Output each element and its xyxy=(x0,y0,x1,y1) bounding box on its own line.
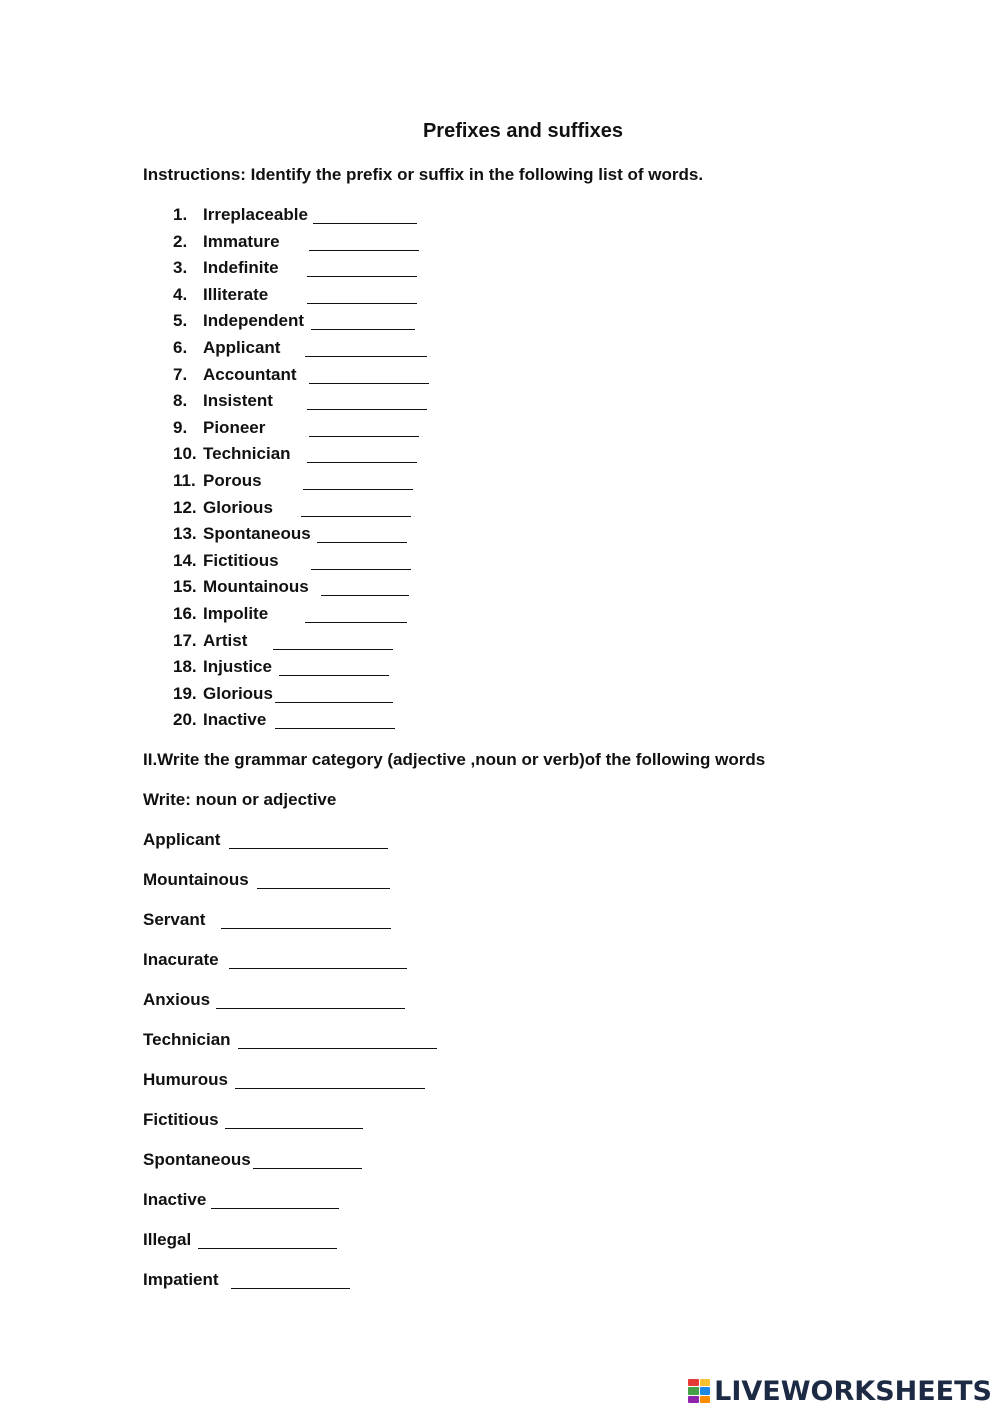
grammar-item xyxy=(143,946,251,986)
grammar-list xyxy=(143,826,251,1306)
answer-blank[interactable] xyxy=(313,223,417,224)
grammar-item xyxy=(143,1146,251,1186)
answer-blank[interactable] xyxy=(279,675,389,676)
grammar-item xyxy=(143,1226,251,1266)
grammar-word: Fictitious xyxy=(143,1110,219,1129)
answer-blank[interactable] xyxy=(303,489,413,490)
item-word: Technician xyxy=(203,444,291,464)
instructions: Instructions: Identify the prefix or suffix in the following list of words. xyxy=(143,165,704,184)
item-number: 19. xyxy=(173,683,197,703)
answer-blank[interactable] xyxy=(307,276,417,277)
item-number: 9. xyxy=(173,417,188,437)
item-word: Insistent xyxy=(203,391,273,411)
grammar-item xyxy=(143,866,251,906)
item-word: Illiterate xyxy=(203,284,269,304)
item-word: Glorious xyxy=(203,683,273,703)
item-word: Glorious xyxy=(203,497,273,517)
answer-blank[interactable] xyxy=(311,329,415,330)
answer-blank[interactable] xyxy=(275,728,395,729)
item-number: 3. xyxy=(173,258,188,278)
answer-blank[interactable] xyxy=(307,303,417,304)
item-number: 15. xyxy=(173,577,197,597)
item-word: Fictitious xyxy=(203,550,279,570)
item-number: 17. xyxy=(173,630,197,650)
answer-blank[interactable] xyxy=(307,409,427,410)
answer-blank[interactable] xyxy=(301,516,411,517)
grammar-word: Applicant xyxy=(143,830,221,849)
item-number: 14. xyxy=(173,550,197,570)
grammar-word: Humurous xyxy=(143,1070,228,1089)
grammar-item xyxy=(143,1026,251,1066)
item-word: Injustice xyxy=(203,657,272,677)
answer-blank[interactable] xyxy=(305,622,407,623)
item-word: Indefinite xyxy=(203,258,279,278)
item-word: Pioneer xyxy=(203,417,266,437)
answer-blank[interactable] xyxy=(211,1208,339,1209)
grammar-item xyxy=(143,1186,251,1226)
logo-text: LIVEWORKSHEETS xyxy=(714,1375,992,1407)
item-number: 5. xyxy=(173,311,188,331)
item-number: 4. xyxy=(173,284,188,304)
item-number: 10. xyxy=(173,444,197,464)
answer-blank[interactable] xyxy=(229,848,388,849)
item-number: 11. xyxy=(173,470,196,490)
item-word: Impolite xyxy=(203,603,269,623)
answer-blank[interactable] xyxy=(253,1168,362,1169)
grammar-word: Technician xyxy=(143,1030,231,1049)
answer-blank[interactable] xyxy=(238,1048,437,1049)
logo-square xyxy=(688,1387,699,1394)
item-number: 20. xyxy=(173,710,197,730)
answer-blank[interactable] xyxy=(311,569,411,570)
item-number: 2. xyxy=(173,231,188,251)
grammar-word: Illegal xyxy=(143,1230,192,1249)
answer-blank[interactable] xyxy=(309,436,419,437)
grammar-item xyxy=(143,906,251,946)
item-word: Accountant xyxy=(203,364,297,384)
item-word: Artist xyxy=(203,630,248,650)
grammar-word: Inacurate xyxy=(143,950,219,969)
item-word: Immature xyxy=(203,231,280,251)
liveworksheets-logo-icon xyxy=(688,1379,710,1403)
grammar-word: Mountainous xyxy=(143,870,249,889)
item-number: 1. xyxy=(173,205,188,224)
item-number: 8. xyxy=(173,391,188,411)
answer-blank[interactable] xyxy=(225,1128,363,1129)
grammar-item xyxy=(143,1266,251,1306)
grammar-word: Inactive xyxy=(143,1190,207,1209)
page-title: Prefixes and suffixes xyxy=(422,120,624,142)
item-word: Porous xyxy=(203,470,262,490)
item-word: Mountainous xyxy=(203,577,309,597)
grammar-item xyxy=(143,1106,251,1146)
answer-blank[interactable] xyxy=(221,928,391,929)
grammar-item xyxy=(143,1066,251,1106)
liveworksheets-logo xyxy=(688,1377,992,1405)
answer-blank[interactable] xyxy=(198,1248,337,1249)
logo-square xyxy=(688,1379,699,1386)
logo-square xyxy=(688,1396,699,1403)
grammar-word: Servant xyxy=(143,910,206,929)
item-number: 6. xyxy=(173,337,188,357)
grammar-item xyxy=(143,986,251,1026)
answer-blank[interactable] xyxy=(216,1008,405,1009)
answer-blank[interactable] xyxy=(273,649,393,650)
item-number: 7. xyxy=(173,364,188,384)
answer-blank[interactable] xyxy=(309,383,429,384)
answer-blank[interactable] xyxy=(275,702,393,703)
answer-blank[interactable] xyxy=(321,595,409,596)
item-number: 12. xyxy=(173,497,197,517)
item-word: Independent xyxy=(203,311,305,331)
item-word: Inactive xyxy=(203,710,267,730)
answer-blank[interactable] xyxy=(309,250,419,251)
answer-blank[interactable] xyxy=(307,462,417,463)
grammar-word: Anxious xyxy=(143,990,211,1009)
item-number: 18. xyxy=(173,657,197,677)
item-word: Irreplaceable xyxy=(203,205,308,224)
item-word: Spontaneous xyxy=(203,524,311,544)
grammar-item xyxy=(143,826,251,866)
item-word: Applicant xyxy=(203,337,281,357)
item-number: 16. xyxy=(173,603,197,623)
logo-square xyxy=(700,1396,711,1403)
logo-square xyxy=(700,1379,711,1386)
answer-blank[interactable] xyxy=(231,1288,350,1289)
answer-blank[interactable] xyxy=(235,1088,425,1089)
grammar-word: Spontaneous xyxy=(143,1150,251,1169)
write-note: Write: noun or adjective xyxy=(143,790,337,809)
answer-blank[interactable] xyxy=(257,888,390,889)
answer-blank[interactable] xyxy=(317,542,407,543)
section-2-title: II.Write the grammar category (adjective ,noun or verb)of the following words xyxy=(143,750,766,769)
answer-blank[interactable] xyxy=(305,356,427,357)
grammar-word: Impatient xyxy=(143,1270,219,1289)
logo-square xyxy=(700,1387,711,1394)
item-number: 13. xyxy=(173,524,197,544)
answer-blank[interactable] xyxy=(229,968,407,969)
